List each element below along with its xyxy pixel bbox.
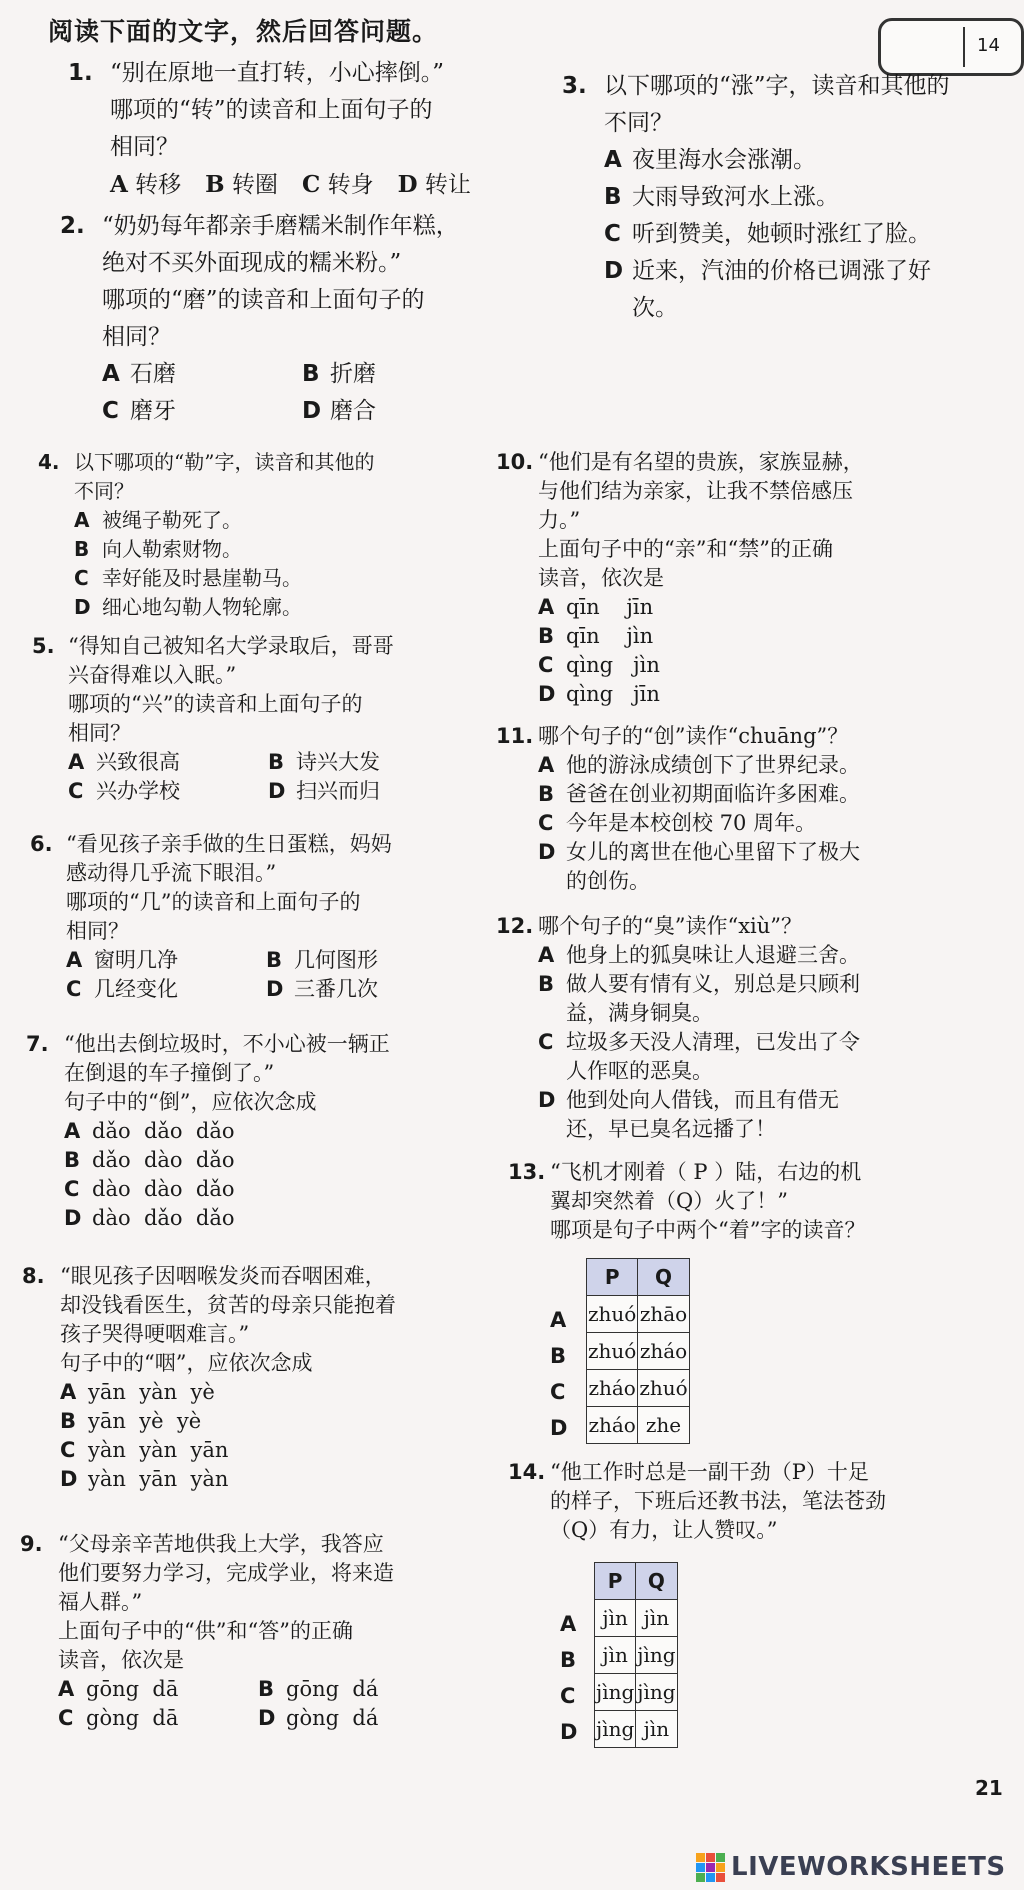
option-letter: C (538, 1030, 554, 1054)
table-cell: jìng (636, 1674, 677, 1711)
option-text: 兴办学校 (96, 779, 180, 803)
table-cell: jìng (595, 1674, 636, 1711)
option-letter: D (268, 779, 286, 803)
option-text: 扫兴而归 (296, 779, 380, 803)
question-text: “他出去倒垃圾时，不小心被一辆正 (64, 1032, 390, 1056)
option-continuation: 的创伤。 (566, 869, 650, 893)
option-c[interactable] (64, 1175, 476, 1204)
question-number: 10. (496, 450, 534, 474)
option-letter: D (538, 1088, 556, 1112)
question-text: 相同？ (68, 721, 131, 745)
question-text: 相同？ (110, 134, 179, 160)
table-row[interactable] (587, 1370, 690, 1407)
option-text: 他到处向人借钱，而且有借无 (566, 1088, 839, 1112)
question-text: 相同？ (102, 324, 171, 350)
option-text: dǎo dào dǎo (92, 1148, 235, 1172)
option-text: gōng dá (286, 1677, 379, 1701)
option-text: 转圈 (231, 172, 278, 198)
option-text: 近来，汽油的价格已调涨了好 (632, 258, 931, 284)
option-letter: C (66, 977, 82, 1001)
row-label-a: A (550, 1308, 567, 1332)
option-d[interactable] (258, 1704, 458, 1733)
col-header-p: P (587, 1259, 638, 1296)
option-text: 细心地勾勒人物轮廓。 (102, 595, 302, 619)
option-b[interactable] (74, 535, 478, 564)
option-letter: B (538, 782, 555, 806)
question-text: 句子中的“咽”，应依次念成 (60, 1351, 313, 1375)
question-number: 8. (22, 1264, 45, 1288)
option-text: 几何图形 (294, 948, 378, 972)
question-text: （Q）有力，让人赞叹。” (550, 1518, 778, 1542)
table-cell: zháo (587, 1370, 638, 1407)
question-text: “他们是有名望的贵族，家族显赫， (538, 450, 864, 474)
option-b[interactable] (64, 1146, 476, 1175)
question-text: 在倒退的车子撞倒了。” (64, 1061, 275, 1085)
option-letter: C (58, 1706, 74, 1730)
option-text: 磨合 (330, 398, 376, 424)
question-number: 1. (68, 60, 93, 86)
question-text: 哪项的“转”的读音和上面句子的 (110, 97, 433, 123)
row-label-c: C (550, 1380, 566, 1404)
option-text: 折磨 (330, 361, 376, 387)
option-letter: D (60, 1467, 78, 1491)
option-c[interactable] (538, 651, 966, 680)
question-1 (68, 55, 508, 204)
option-a[interactable] (64, 1117, 476, 1146)
question-text: 上面句子中的“供”和“答”的正确 (58, 1619, 353, 1643)
option-d[interactable] (64, 1204, 476, 1233)
instruction-title: 阅读下面的文字，然后回答问题。 (48, 17, 439, 46)
question-number: 3. (562, 73, 587, 99)
option-letter: B (74, 537, 90, 561)
option-text: qīn jīn (566, 595, 654, 619)
question-number: 14. (508, 1460, 546, 1484)
option-text: 他的游泳成绩创下了世界纪录。 (566, 753, 860, 777)
option-letter: C (538, 653, 554, 677)
question-10 (496, 448, 966, 709)
option-c[interactable] (302, 166, 374, 204)
option-text: 今年是本校创校 70 周年。 (566, 811, 817, 835)
table-row[interactable] (595, 1637, 678, 1674)
question-number: 9. (20, 1532, 43, 1556)
option-a[interactable] (604, 142, 992, 179)
table-cell: jìn (636, 1600, 677, 1637)
option-letter: D (74, 595, 91, 619)
question-2 (60, 208, 520, 430)
option-a[interactable] (538, 751, 976, 780)
table-cell: jìn (595, 1600, 636, 1637)
option-continuation: 次。 (632, 295, 678, 321)
option-letter: C (60, 1438, 76, 1462)
option-text: 垃圾多天没人清理，已发出了令 (566, 1030, 860, 1054)
option-text: 女儿的离世在他心里留下了极大 (566, 840, 860, 864)
page-box-divider (963, 27, 965, 67)
option-b[interactable] (258, 1675, 458, 1704)
option-text: 被绳子勒死了。 (102, 508, 242, 532)
option-c[interactable] (538, 1028, 976, 1057)
table-cell: jìn (595, 1637, 636, 1674)
option-text: dào dào dǎo (92, 1177, 235, 1201)
question-text: 以下哪项的“勒”字，读音和其他的 (74, 450, 375, 474)
question-text: 翼却突然着（Q）火了！” (550, 1189, 788, 1213)
option-letter: D (258, 1706, 276, 1730)
option-letter: D (266, 977, 284, 1001)
option-text: 诗兴大发 (296, 750, 380, 774)
option-c[interactable] (68, 777, 268, 806)
option-letter: A (68, 750, 85, 774)
option-text: qīn jìn (566, 624, 654, 648)
question-9 (20, 1530, 480, 1733)
question-number: 4. (38, 450, 60, 474)
table-row[interactable] (587, 1333, 690, 1370)
option-text: 听到赞美，她顿时涨红了脸。 (632, 221, 931, 247)
option-letter: D (604, 258, 624, 284)
row-label-c: C (560, 1684, 576, 1708)
option-text: 兴致很高 (96, 750, 180, 774)
option-letter: A (538, 943, 555, 967)
option-letter: B (258, 1677, 275, 1701)
option-c[interactable] (60, 1436, 482, 1465)
question-number: 11. (496, 724, 534, 748)
table-row[interactable] (595, 1674, 678, 1711)
question-number: 12. (496, 914, 534, 938)
option-text: gōng dā (86, 1677, 179, 1701)
option-b[interactable] (538, 970, 976, 999)
option-a[interactable] (66, 946, 266, 975)
row-label-a: A (560, 1612, 577, 1636)
question-text: “看见孩子亲手做的生日蛋糕，妈妈 (66, 832, 392, 856)
option-c[interactable] (58, 1704, 258, 1733)
option-letter: C (74, 566, 89, 590)
option-text: 转让 (424, 172, 471, 198)
option-a[interactable] (538, 593, 966, 622)
option-c[interactable] (102, 393, 302, 430)
option-letter: B (538, 972, 555, 996)
table-cell: zhuó (638, 1370, 689, 1407)
option-text: 做人要有情有义，别总是只顾利 (566, 972, 860, 996)
option-a[interactable] (74, 506, 478, 535)
question-text: 哪项的“几”的读音和上面句子的 (66, 890, 361, 914)
option-text: 向人勒索财物。 (102, 537, 242, 561)
row-label-d: D (550, 1416, 568, 1440)
option-a[interactable] (102, 356, 302, 393)
option-a[interactable] (538, 941, 976, 970)
question-3 (562, 68, 992, 327)
col-header-q: Q (638, 1259, 689, 1296)
question-text: 相同？ (66, 919, 129, 943)
option-d[interactable] (538, 680, 966, 709)
question-text: 句子中的“倒”，应依次念成 (64, 1090, 317, 1114)
question-text: “别在原地一直打转，小心摔倒。” (110, 60, 445, 86)
option-b[interactable] (604, 179, 992, 216)
option-text: 几经变化 (94, 977, 178, 1001)
option-d[interactable] (60, 1465, 482, 1494)
option-b[interactable] (60, 1407, 482, 1436)
question-text: “飞机才刚着（ P ）陆，右边的机 (550, 1160, 862, 1184)
question-text: 兴奋得难以入眠。” (68, 663, 237, 687)
question-7 (26, 1030, 476, 1233)
question-number: 5. (32, 634, 55, 658)
liveworksheets-logo (696, 1852, 1006, 1882)
option-letter: C (68, 779, 84, 803)
option-letter: A (60, 1380, 77, 1404)
option-b[interactable] (538, 622, 966, 651)
question-number: 2. (60, 213, 85, 239)
option-continuation: 人作呕的恶臭。 (566, 1059, 713, 1083)
option-letter: D (64, 1206, 82, 1230)
option-text: 幸好能及时悬崖勒马。 (102, 566, 302, 590)
page-box-number: 14 (977, 35, 1000, 56)
table-row[interactable] (587, 1407, 690, 1444)
question-text: 哪项的“磨”的读音和上面句子的 (102, 287, 425, 313)
option-text: 夜里海水会涨潮。 (632, 147, 816, 173)
table-row[interactable] (595, 1600, 678, 1637)
option-text: 石磨 (130, 361, 176, 387)
question-text: 他们要努力学习，完成学业，将来造 (58, 1561, 394, 1585)
row-label-b: B (560, 1648, 577, 1672)
table-cell: zháo (638, 1333, 689, 1370)
option-letter: A (64, 1119, 81, 1143)
question-text: “他工作时总是一副干劲（P）十足 (550, 1460, 869, 1484)
question-4 (38, 448, 478, 622)
option-letter: D (538, 840, 556, 864)
option-text: gòng dá (286, 1706, 379, 1730)
question-text: 福人群。” (58, 1590, 143, 1614)
option-letter: B (302, 361, 320, 387)
question-5 (32, 632, 482, 806)
page-corner-number: 21 (975, 1776, 1003, 1800)
question-text: “父母亲辛苦地供我上大学，我答应 (58, 1532, 384, 1556)
option-c[interactable] (538, 809, 976, 838)
table-cell: zhuó (587, 1333, 638, 1370)
answer-table-13 (586, 1258, 690, 1444)
option-letter: A (58, 1677, 75, 1701)
question-11 (496, 722, 976, 896)
row-label-d: D (560, 1720, 578, 1744)
table-row[interactable] (587, 1296, 690, 1333)
option-text: 窗明几净 (94, 948, 178, 972)
option-letter: B (604, 184, 622, 210)
question-text: 力。” (538, 508, 581, 532)
option-letter: B (205, 171, 225, 198)
option-a[interactable] (60, 1378, 482, 1407)
option-letter: A (102, 361, 120, 387)
question-text: 却没钱看医生，贫苦的母亲只能抱着 (60, 1293, 396, 1317)
option-continuation: 还，早已臭名远播了！ (566, 1117, 776, 1141)
option-text: yàn yān yàn (88, 1467, 229, 1491)
option-letter: B (60, 1409, 77, 1433)
option-letter: A (538, 595, 555, 619)
option-d[interactable] (604, 253, 992, 290)
logo-text: LIVEWORKSHEETS (731, 1852, 1006, 1882)
question-12 (496, 912, 976, 1144)
option-text: 转移 (135, 172, 182, 198)
logo-icon (696, 1853, 725, 1882)
option-continuation: 益，满身铜臭。 (566, 1001, 713, 1025)
option-text: 大雨导致河水上涨。 (632, 184, 839, 210)
option-text: yān yàn yè (88, 1380, 215, 1404)
question-text: 哪项的“兴”的读音和上面句子的 (68, 692, 363, 716)
question-text: 感动得几乎流下眼泪。” (66, 861, 277, 885)
option-b[interactable] (266, 946, 466, 975)
option-text: qìng jīn (566, 682, 660, 706)
option-letter: B (266, 948, 283, 972)
option-c[interactable] (66, 975, 266, 1004)
question-text: 读音，依次是 (58, 1648, 184, 1672)
option-d[interactable] (398, 166, 471, 204)
option-letter: D (538, 682, 556, 706)
option-letter: D (397, 171, 418, 198)
question-number: 7. (26, 1032, 49, 1056)
option-c[interactable] (74, 564, 478, 593)
option-text: yān yè yè (88, 1409, 202, 1433)
option-letter: C (538, 811, 554, 835)
question-text: 哪个句子的“创”读作“chuāng”？ (538, 724, 849, 748)
question-text: 上面句子中的“亲”和“禁”的正确 (538, 537, 833, 561)
option-letter: C (604, 221, 621, 247)
option-text: dǎo dǎo dǎo (92, 1119, 235, 1143)
option-text: 转身 (327, 172, 374, 198)
question-text: 读音，依次是 (538, 566, 664, 590)
option-text: 三番几次 (294, 977, 378, 1001)
option-b[interactable] (302, 356, 502, 393)
option-text: gòng dā (86, 1706, 179, 1730)
question-text: 哪个句子的“臭”读作“xiù”？ (538, 914, 803, 938)
question-14 (508, 1458, 988, 1545)
answer-table-14 (594, 1562, 678, 1748)
option-letter: A (74, 508, 90, 532)
row-label-b: B (550, 1344, 567, 1368)
option-d[interactable] (74, 593, 478, 622)
option-d[interactable] (266, 975, 466, 1004)
option-text: yàn yàn yān (88, 1438, 229, 1462)
option-text: 爸爸在创业初期面临许多困难。 (566, 782, 860, 806)
question-number: 13. (508, 1160, 546, 1184)
table-cell: zhāo (638, 1296, 689, 1333)
question-text: 以下哪项的“涨”字，读音和其他的 (604, 73, 950, 99)
question-text: 与他们结为亲家，让我不禁倍感压 (538, 479, 853, 503)
option-letter: B (268, 750, 285, 774)
option-letter: B (64, 1148, 81, 1172)
option-letter: A (110, 171, 128, 198)
option-c[interactable] (604, 216, 992, 253)
option-letter: B (538, 624, 555, 648)
question-number: 6. (30, 832, 53, 856)
question-text: 的样子，下班后还教书法，笔法苍劲 (550, 1489, 886, 1513)
option-a[interactable] (58, 1675, 258, 1704)
question-text: “奶奶每年都亲手磨糯米制作年糕， (102, 213, 459, 239)
table-cell: jìn (636, 1711, 677, 1748)
option-b[interactable] (538, 780, 976, 809)
question-text: 哪项是句子中两个“着”字的读音？ (550, 1218, 866, 1242)
question-text: 绝对不买外面现成的糯米粉。” (102, 250, 402, 276)
option-text: 磨牙 (130, 398, 176, 424)
col-header-p: P (595, 1563, 636, 1600)
option-letter: A (66, 948, 83, 972)
option-text: 他身上的狐臭味让人退避三舍。 (566, 943, 860, 967)
question-text: 不同？ (74, 479, 134, 503)
option-text: dào dǎo dǎo (92, 1206, 235, 1230)
question-13 (508, 1158, 988, 1245)
option-a[interactable] (68, 748, 268, 777)
question-text: 孩子哭得哽咽难言。” (60, 1322, 250, 1346)
question-text: 不同？ (604, 110, 673, 136)
option-letter: C (64, 1177, 80, 1201)
option-a[interactable] (110, 166, 181, 204)
option-d[interactable] (302, 393, 502, 430)
table-cell: jìng (595, 1711, 636, 1748)
option-d[interactable] (268, 777, 468, 806)
question-6 (30, 830, 480, 1004)
option-b[interactable] (268, 748, 468, 777)
question-8 (22, 1262, 482, 1494)
table-cell: zhuó (587, 1296, 638, 1333)
question-text: “得知自己被知名大学录取后，哥哥 (68, 634, 394, 658)
table-cell: zhe (638, 1407, 689, 1444)
col-header-q: Q (636, 1563, 677, 1600)
question-text: “眼见孩子因咽喉发炎而吞咽困难， (60, 1264, 386, 1288)
table-cell: jìng (636, 1637, 677, 1674)
option-d[interactable] (538, 1086, 976, 1115)
option-letter: C (102, 398, 119, 424)
option-b[interactable] (205, 166, 278, 204)
option-letter: A (538, 753, 555, 777)
option-letter: A (604, 147, 622, 173)
option-letter: C (301, 171, 321, 198)
option-text: qìng jìn (566, 653, 660, 677)
option-d[interactable] (538, 838, 976, 867)
table-row[interactable] (595, 1711, 678, 1748)
option-letter: D (302, 398, 322, 424)
table-cell: zháo (587, 1407, 638, 1444)
